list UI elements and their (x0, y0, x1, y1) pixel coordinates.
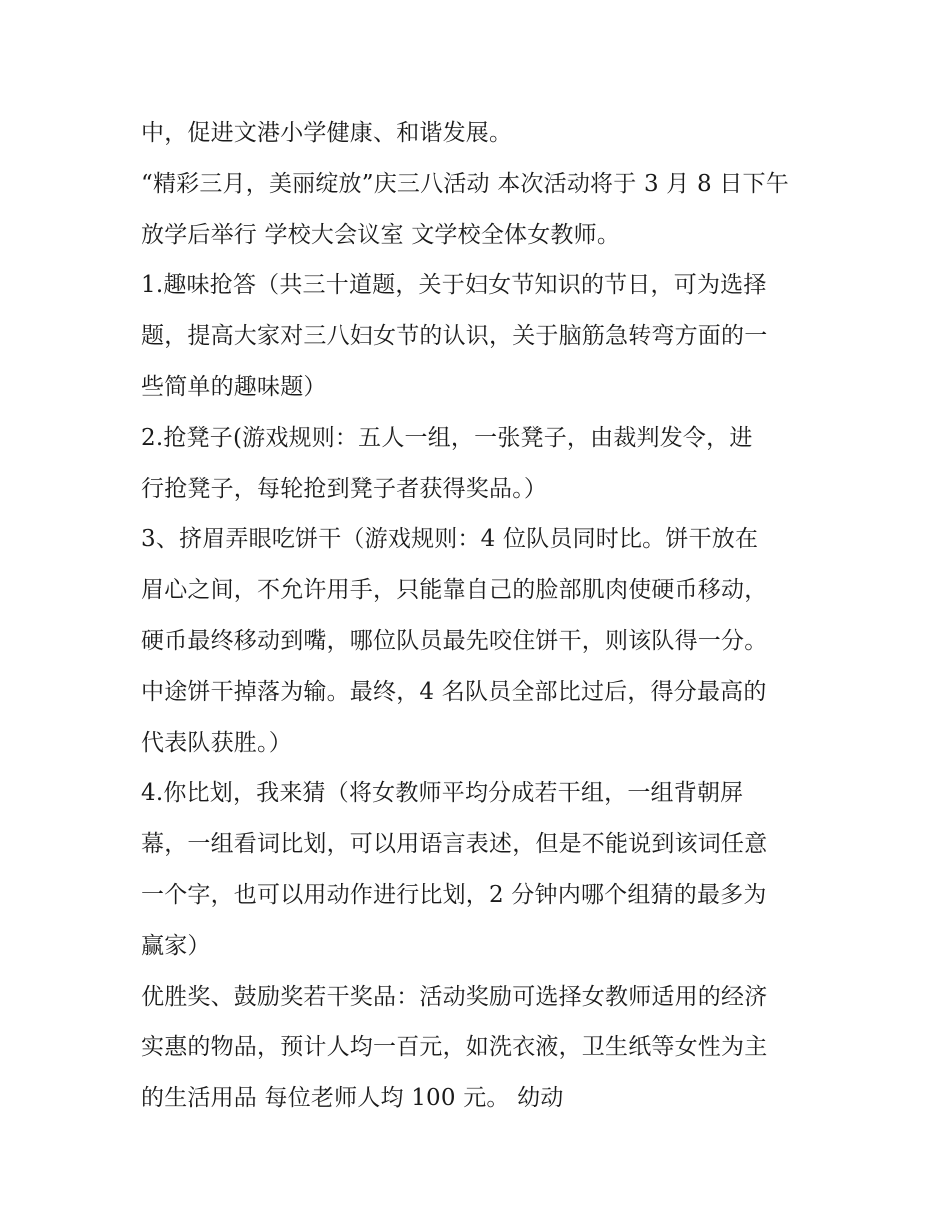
text-line: “精彩三月，美丽绽放”庆三八活动 本次活动将于 3 月 8 日下午 (141, 170, 789, 197)
text-line: 的生活用品 每位老师人均 100 元。 幼动 (141, 1085, 564, 1112)
text-line: 4.你比划，我来猜（将女教师平均分成若干组，一组背朝屏 (141, 780, 744, 807)
text-line: 优胜奖、鼓励奖若干奖品：活动奖励可选择女教师适用的经济 (141, 983, 768, 1010)
document-body (141, 108, 821, 1124)
text-line: 1.趣味抢答（共三十道题，关于妇女节知识的节日，可为选择 (141, 272, 767, 299)
text-line: 一个字，也可以用动作进行比划，2 分钟内哪个组猜的最多为 (141, 881, 767, 908)
text-line: 中途饼干掉落为输。最终，4 名队员全部比过后，得分最高的 (141, 678, 767, 705)
text-line: 实惠的物品，预计人均一百元，如洗衣液，卫生纸等女性为主 (141, 1034, 768, 1061)
text-line: 赢家） (141, 932, 211, 959)
text-line: 放学后举行 学校大会议室 文学校全体女教师。 (141, 221, 621, 248)
text-line: 题，提高大家对三八妇女节的认识，关于脑筋急转弯方面的一 (141, 323, 768, 350)
text-line: 2.抢凳子(游戏规则：五人一组，一张凳子，由裁判发令，进 (141, 424, 753, 451)
text-line: 硬币最终移动到嘴，哪位队员最先咬住饼干，则该队得一分。 (141, 627, 768, 654)
text-line: 3、挤眉弄眼吃饼干（游戏规则：4 位队员同时比。饼干放在 (141, 526, 759, 553)
text-line: 代表队获胜。） (141, 729, 292, 756)
text-line: 行抢凳子，每轮抢到凳子者获得奖品。） (141, 475, 548, 502)
text-line: 些简单的趣味题） (141, 373, 327, 400)
text-line: 幕，一组看词比划，可以用语言表述，但是不能说到该词任意 (141, 831, 768, 858)
text-line: 眉心之间，不允许用手，只能靠自己的脸部肌肉使硬币移动， (141, 577, 768, 604)
text-line: 中，促进文港小学健康、和谐发展。 (141, 120, 513, 146)
